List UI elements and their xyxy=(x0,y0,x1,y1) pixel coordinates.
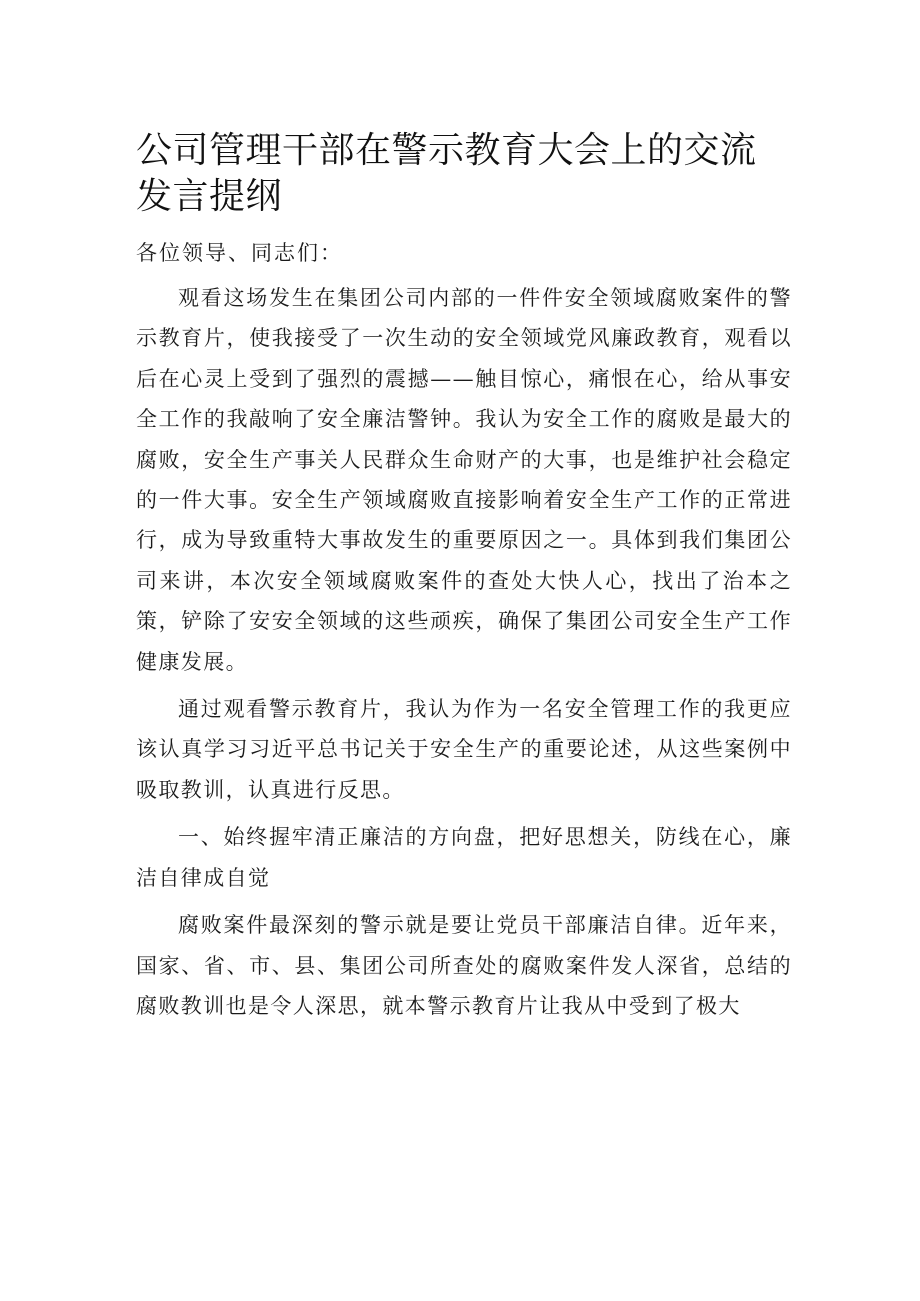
salutation: 各位领导、同志们： xyxy=(136,241,343,265)
paragraph-2: 通过观看警示教育片，我认为作为一名安全管理工作的我更应该认真学习习近平总书记关于安全生产的重要论述，从这些案例中吸取教训，认真进行反思。 xyxy=(136,697,792,802)
paragraph-3: 腐败案件最深刻的警示就是要让党员干部廉洁自律。近年来，国家、省、市、县、集团公司所查处的腐败案件发人深省，总结的腐败教训也是令人深思，就本警示教育片让我从中受到了极大 xyxy=(136,913,792,1018)
document-title: 公司管理干部在警示教育大会上的交流发言提纲 xyxy=(136,130,757,217)
section-heading-1: 一、始终握牢清正廉洁的方向盘，把好思想关，防线在心，廉洁自律成自觉 xyxy=(136,825,792,890)
paragraph-1: 观看这场发生在集团公司内部的一件件安全领域腐败案件的警示教育片，使我接受了一次生动的安全领域党风廉政教育，观看以后在心灵上受到了强烈的震撼——触目惊心，痛恨在心，给从事安全工作的我敲响了安全廉洁警钟。我认为安全工作的腐败是最大的腐败，安全生产事关人民群众生命财产的大事，也是维护社会稳定的一件大事。安全生产领域腐败直接影响着安全生产工作的正常进行，成为导致重特大事故发生的重要原因之一。具体到我们集团公司来讲，本次安全领域腐败案件的查处大快人心，找出了治本之策，铲除了安安全领域的这些顽疾，确保了集团公司安全生产工作健康发展。 xyxy=(136,286,792,674)
document-body xyxy=(136,128,792,1033)
